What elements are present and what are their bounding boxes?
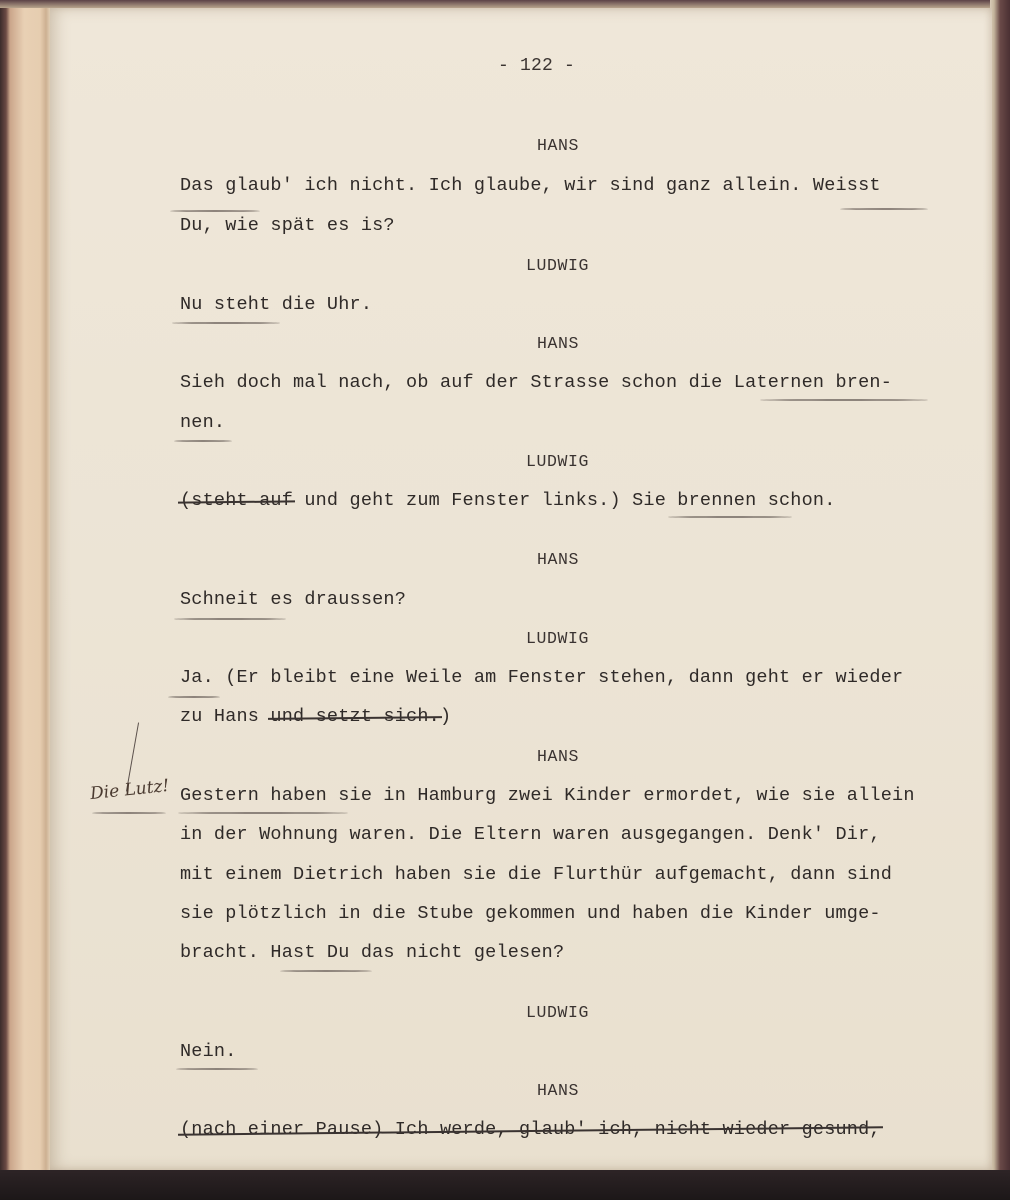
dialogue-line: Das glaub' ich nicht. Ich glaube, wir sind ganz allein. Weisst (180, 175, 881, 196)
line-text: zu Hans (180, 706, 271, 727)
pencil-underline (92, 812, 166, 814)
pencil-underline (174, 618, 286, 620)
pencil-underline (170, 210, 260, 212)
speaker-hans: HANS (537, 550, 580, 569)
dialogue-line: Ja. (Er bleibt eine Weile am Fenster stehen, dann geht er wieder (180, 667, 904, 688)
pencil-underline (172, 322, 280, 324)
page-number: - 122 - (498, 56, 576, 76)
struck-text: (steht auf (180, 490, 294, 511)
pencil-underline (168, 696, 220, 698)
dialogue-line (180, 1118, 881, 1142)
line-text: und geht zum Fenster links.) Sie brennen schon. (293, 490, 836, 511)
pencil-underline (178, 812, 348, 814)
stage-direction-line (180, 489, 836, 513)
speaker-hans: HANS (537, 1081, 580, 1100)
struck-text: und setzt sich. (270, 706, 440, 727)
dialogue-line: Gestern haben sie in Hamburg zwei Kinder ermordet, wie sie allein (180, 785, 915, 806)
dialogue-line (180, 705, 451, 729)
speaker-ludwig: LUDWIG (526, 256, 590, 275)
dialogue-line: mit einem Dietrich haben sie die Flurthür aufgemacht, dann sind (180, 864, 893, 885)
dialogue-line: Schneit es draussen? (180, 589, 407, 610)
pencil-underline (668, 516, 792, 518)
speaker-ludwig: LUDWIG (526, 1003, 590, 1022)
speaker-ludwig: LUDWIG (526, 452, 590, 471)
pencil-underline (176, 1068, 258, 1070)
dialogue-line: in der Wohnung waren. Die Eltern waren ausgegangen. Denk' Dir, (180, 824, 881, 845)
pencil-underline (840, 208, 928, 210)
dialogue-line: Du, wie spät es is? (180, 215, 395, 236)
dialogue-line: bracht. Hast Du das nicht gelesen? (180, 942, 565, 963)
pencil-underline (174, 440, 232, 442)
pencil-underline (760, 399, 928, 401)
dialogue-line: sie plötzlich in die Stube gekommen und haben die Kinder umge- (180, 903, 881, 924)
speaker-hans: HANS (537, 747, 580, 766)
typescript-page (50, 8, 992, 1170)
background-strip (0, 1170, 1010, 1200)
page-stack-edge (990, 0, 1010, 1200)
margin-annotation: Die Lutz! (89, 775, 171, 805)
dialogue-line: Nein. (180, 1041, 237, 1062)
speaker-hans: HANS (537, 136, 580, 155)
dialogue-line: Nu steht die Uhr. (180, 294, 373, 315)
speaker-hans: HANS (537, 334, 580, 353)
speaker-ludwig: LUDWIG (526, 629, 590, 648)
dialogue-line: nen. (180, 412, 226, 433)
struck-text: (nach einer Pause) Ich werde, glaub' ich, nicht wieder gesund, (180, 1119, 881, 1140)
dialogue-line: Sieh doch mal nach, ob auf der Strasse schon die Laternen bren- (180, 372, 893, 393)
line-text: ) (439, 706, 452, 727)
top-edge (0, 0, 1010, 8)
pencil-underline (280, 970, 372, 972)
